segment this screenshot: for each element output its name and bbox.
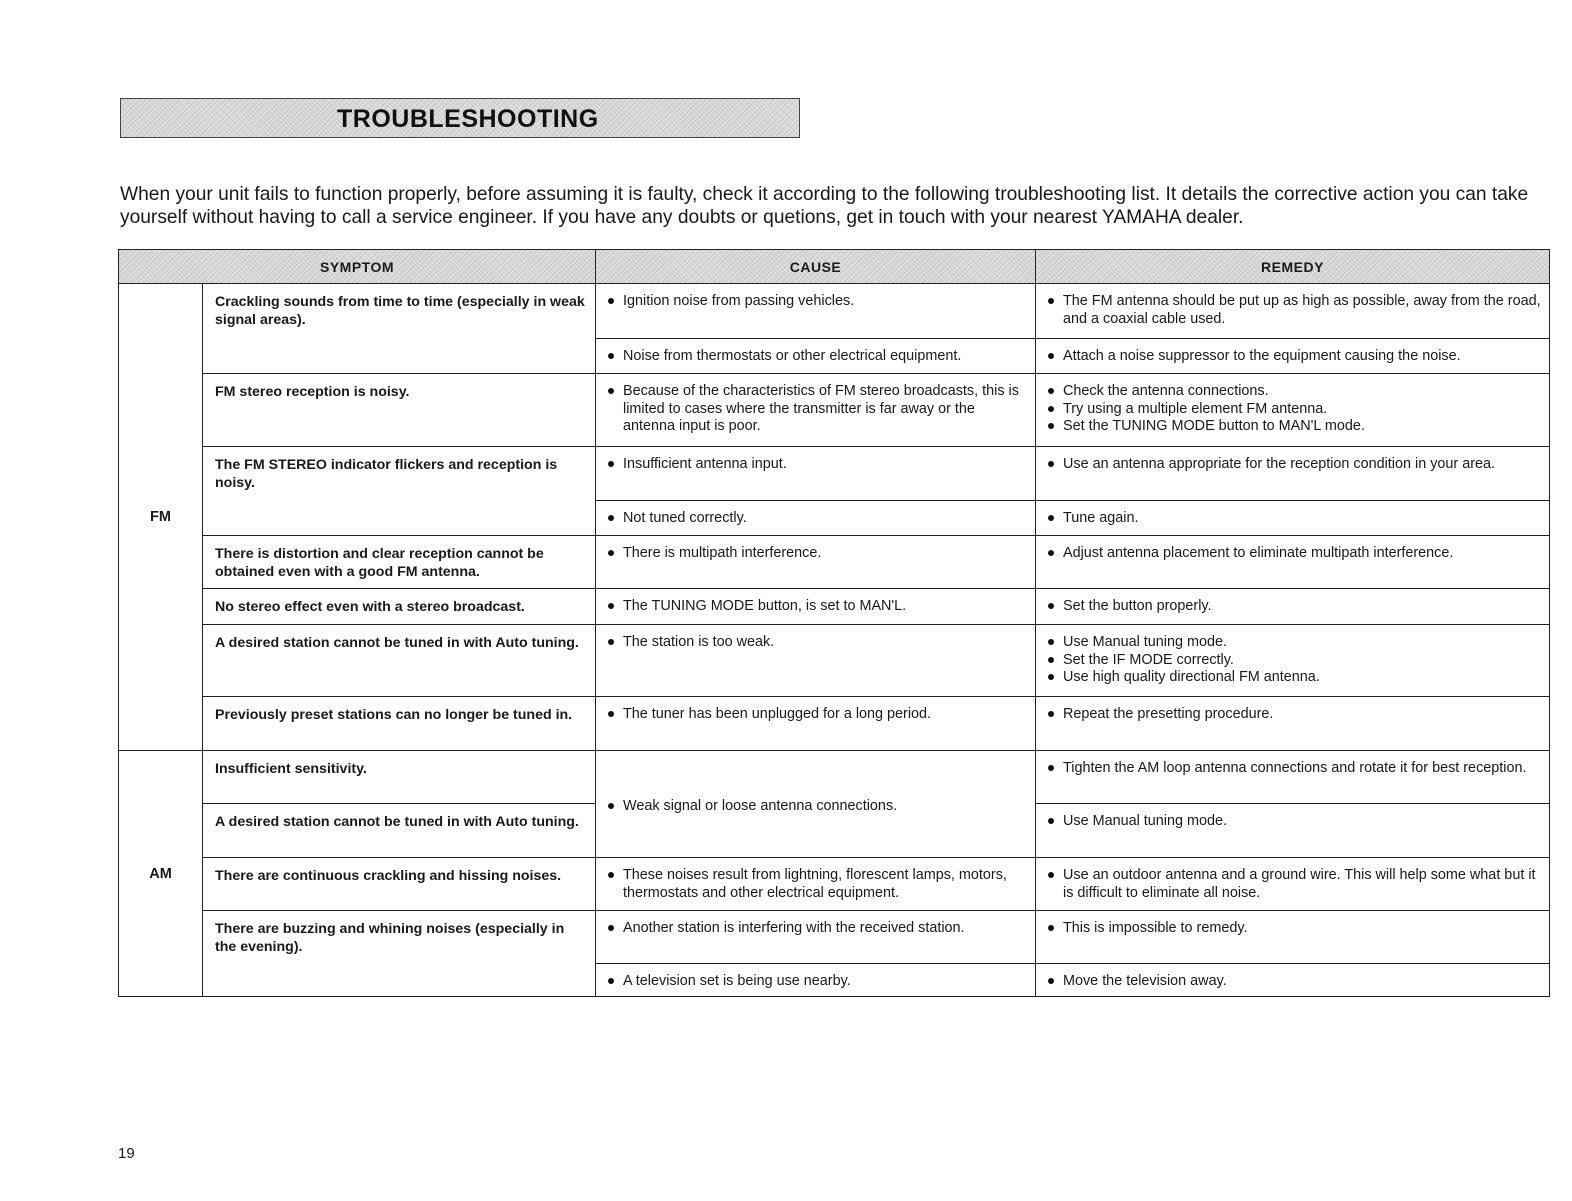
symptom-cell: There are buzzing and whining noises (especially in the evening). xyxy=(203,911,596,997)
header-symptom: SYMPTOM xyxy=(119,250,596,284)
remedy-item: The FM antenna should be put up as high as possible, away from the road, and a coaxial cable used. xyxy=(1048,293,1543,328)
cause-item: The tuner has been unplugged for a long period. xyxy=(608,706,1029,724)
cause-item: The station is too weak. xyxy=(608,634,1029,652)
symptom-cell: There are continuous crackling and hissing noises. xyxy=(203,858,596,911)
remedy-item: Adjust antenna placement to eliminate multipath interference. xyxy=(1048,545,1543,563)
cause-item: Noise from thermostats or other electrical equipment. xyxy=(608,348,1029,366)
table-row xyxy=(119,284,1550,339)
title-banner xyxy=(120,98,800,138)
table-row xyxy=(119,589,1550,625)
symptom-cell: The FM STEREO indicator flickers and reception is noisy. xyxy=(203,447,596,536)
table-header-row xyxy=(119,250,1550,284)
remedy-item: This is impossible to remedy. xyxy=(1048,920,1543,938)
symptom-cell: A desired station cannot be tuned in with Auto tuning. xyxy=(203,804,596,858)
cause-item: Not tuned correctly. xyxy=(608,510,1029,528)
remedy-item: Move the television away. xyxy=(1048,973,1543,991)
remedy-item: Set the IF MODE correctly. xyxy=(1048,652,1543,670)
table-row xyxy=(119,911,1550,964)
remedy-item: Use an antenna appropriate for the reception condition in your area. xyxy=(1048,456,1543,474)
symptom-cell: There is distortion and clear reception cannot be obtained even with a good FM antenna. xyxy=(203,536,596,589)
symptom-cell: Insufficient sensitivity. xyxy=(203,751,596,804)
table-row xyxy=(119,374,1550,447)
remedy-item: Repeat the presetting procedure. xyxy=(1048,706,1543,724)
cause-item: Because of the characteristics of FM stereo broadcasts, this is limited to cases where the transmitter is far away or the antenna input is poor. xyxy=(608,383,1029,436)
table-row xyxy=(119,536,1550,589)
cause-item: There is multipath interference. xyxy=(608,545,1029,563)
cause-item: The TUNING MODE button, is set to MAN'L. xyxy=(608,598,1029,616)
table-row xyxy=(119,858,1550,911)
header-remedy: REMEDY xyxy=(1036,250,1550,284)
remedy-item: Use Manual tuning mode. xyxy=(1048,634,1543,652)
remedy-item: Use high quality directional FM antenna. xyxy=(1048,669,1543,687)
remedy-item: Tune again. xyxy=(1048,510,1543,528)
remedy-item: Set the button properly. xyxy=(1048,598,1543,616)
symptom-cell: A desired station cannot be tuned in with Auto tuning. xyxy=(203,625,596,697)
troubleshooting-table xyxy=(118,249,1550,997)
band-am: AM xyxy=(119,751,203,997)
cause-item: Another station is interfering with the received station. xyxy=(608,920,1029,938)
table-row xyxy=(119,447,1550,501)
remedy-item: Attach a noise suppressor to the equipment causing the noise. xyxy=(1048,348,1543,366)
symptom-cell: Crackling sounds from time to time (especially in weak signal areas). xyxy=(203,284,596,374)
page-title: TROUBLESHOOTING xyxy=(337,105,599,133)
remedy-item: Tighten the AM loop antenna connections and rotate it for best reception. xyxy=(1048,760,1543,778)
cause-item: Insufficient antenna input. xyxy=(608,456,1029,474)
cause-item: A television set is being use nearby. xyxy=(608,973,1029,991)
symptom-cell: Previously preset stations can no longer be tuned in. xyxy=(203,697,596,751)
table-row xyxy=(119,697,1550,751)
table-row xyxy=(119,625,1550,697)
cause-item: Weak signal or loose antenna connections. xyxy=(608,798,1029,816)
page-number: 19 xyxy=(118,1145,135,1162)
remedy-item: Check the antenna connections. xyxy=(1048,383,1543,401)
header-cause: CAUSE xyxy=(596,250,1036,284)
remedy-item: Try using a multiple element FM antenna. xyxy=(1048,401,1543,419)
remedy-item: Use Manual tuning mode. xyxy=(1048,813,1543,831)
symptom-cell: FM stereo reception is noisy. xyxy=(203,374,596,447)
intro-paragraph: When your unit fails to function properly, before assuming it is faulty, check it according to the following troubleshooting list. It details the corrective action you can take yourself without having to call a service engineer. If you have any doubts or quetions, get in touch with your nearest YAMAHA dealer. xyxy=(120,184,1529,228)
remedy-item: Use an outdoor antenna and a ground wire. This will help some what but it is difficult to eliminate all noise. xyxy=(1048,867,1543,902)
band-fm: FM xyxy=(119,284,203,751)
cause-item: These noises result from lightning, florescent lamps, motors, thermostats and other electrical equipment. xyxy=(608,867,1029,902)
symptom-cell: No stereo effect even with a stereo broadcast. xyxy=(203,589,596,625)
table-row xyxy=(119,751,1550,804)
cause-item: Ignition noise from passing vehicles. xyxy=(608,293,1029,311)
remedy-item: Set the TUNING MODE button to MAN'L mode. xyxy=(1048,418,1543,436)
